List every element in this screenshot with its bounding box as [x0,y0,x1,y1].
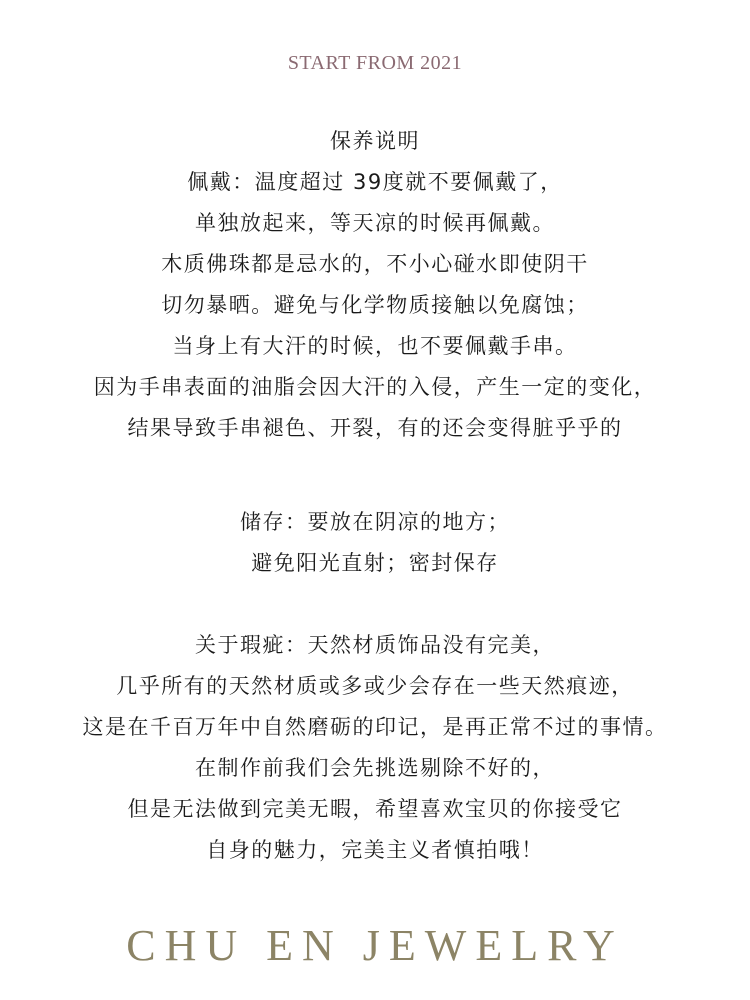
care-line: 结果导致手串褪色、开裂，有的还会变得脏乎乎的 [127,416,623,440]
care-title: 保养说明 [330,129,420,153]
care-line: 当身上有大汗的时候，也不要佩戴手串。 [172,334,578,358]
defects-section [0,625,750,871]
defect-line: 关于瑕疵：天然材质饰品没有完美， [195,633,555,657]
defect-line: 但是无法做到完美无暇，希望喜欢宝贝的你接受它 [127,797,623,821]
defect-line: 自身的魅力，完美主义者慎拍哦！ [206,838,544,862]
care-line: 木质佛珠都是忌水的，不小心碰水即使阴干 [161,252,589,276]
brand-logo-text: CHU EN JEWELRY [126,921,624,970]
storage-section [0,502,750,584]
defect-line: 这是在千百万年中自然磨砺的印记，是再正常不过的事情。 [82,715,668,739]
defect-line: 几乎所有的天然材质或多或少会存在一些天然痕迹， [116,674,634,698]
care-instructions-section [0,121,750,449]
defect-line: 在制作前我们会先挑选剔除不好的， [195,756,555,780]
storage-line: 储存：要放在阴凉的地方； [240,510,510,534]
care-line: 单独放起来，等天凉的时候再佩戴。 [195,211,555,235]
care-line: 切勿暴晒。避免与化学物质接触以免腐蚀； [161,293,589,317]
care-line: 佩戴：温度超过 39度就不要佩戴了， [187,170,563,194]
storage-line: 避免阳光直射；密封保存 [251,551,499,575]
header-tagline: START FROM 2021 [287,52,463,74]
care-line: 因为手串表面的油脂会因大汗的入侵，产生一定的变化， [93,375,657,399]
